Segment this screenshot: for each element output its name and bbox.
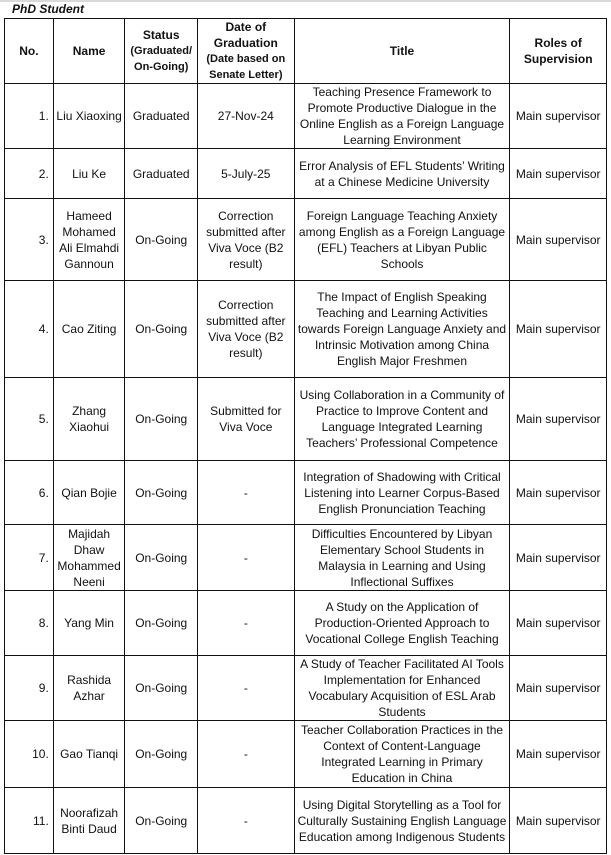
status-cell: On-Going: [125, 525, 198, 591]
header-status-label: Status: [142, 28, 180, 42]
table-row: [5, 281, 607, 378]
header-date-sub: (Date based on Senate Letter): [206, 53, 286, 81]
thesis-title: Error Analysis of EFL Students’ Writing at a Chinese Medicine University: [294, 149, 510, 199]
thesis-title: A Study on the Application of Production-Oriented Approach to Vocational College English Teaching: [294, 591, 510, 656]
row-number: 5.: [5, 378, 54, 461]
top-divider: [0, 0, 611, 2]
row-number: 11.: [5, 788, 54, 854]
row-number: 10.: [5, 721, 54, 788]
status-cell: On-Going: [125, 281, 198, 378]
supervision-role: Main supervisor: [510, 525, 607, 591]
student-name: Zhang Xiaohui: [53, 378, 125, 461]
header-no: No.: [5, 19, 54, 84]
header-roles: Roles of Supervision: [510, 19, 607, 84]
table-row: [5, 199, 607, 281]
graduation-date: Correction submitted after Viva Voce (B2 result): [198, 199, 295, 281]
header-title: Title: [294, 19, 510, 84]
graduation-date: 5-July-25: [198, 149, 295, 199]
status-cell: On-Going: [125, 591, 198, 656]
student-name: Gao Tianqi: [53, 721, 125, 788]
header-date-line2: Graduation: [213, 36, 278, 50]
thesis-title: Using Collaboration in a Community of Practice to Improve Content and Language Integrated Learning Teachers’ Professional Competence: [294, 378, 510, 461]
phd-student-table: [4, 18, 607, 854]
graduation-date: -: [198, 525, 295, 591]
graduation-date: -: [198, 591, 295, 656]
thesis-title: Teacher Collaboration Practices in the Context of Content-Language Integrated Learning in Primary Education in China: [294, 721, 510, 788]
status-cell: On-Going: [125, 656, 198, 721]
thesis-title: Using Digital Storytelling as a Tool for Culturally Sustaining English Language Education among Indigenous Students: [294, 788, 510, 854]
status-cell: On-Going: [125, 721, 198, 788]
supervision-role: Main supervisor: [510, 461, 607, 525]
student-name: Majidah Dhaw Mohammed Neeni: [53, 525, 125, 591]
thesis-title: Difficulties Encountered by Libyan Elementary School Students in Malaysia in Learning and Using Inflectional Suffixes: [294, 525, 510, 591]
supervision-role: Main supervisor: [510, 149, 607, 199]
header-status: [125, 19, 198, 84]
student-name: Liu Ke: [53, 149, 125, 199]
row-number: 4.: [5, 281, 54, 378]
supervision-role: Main supervisor: [510, 84, 607, 149]
graduation-date: Submitted for Viva Voce: [198, 378, 295, 461]
supervision-role: Main supervisor: [510, 656, 607, 721]
header-name: Name: [53, 19, 125, 84]
header-date: [198, 19, 295, 84]
table-row: [5, 378, 607, 461]
table-row: [5, 721, 607, 788]
status-cell: Graduated: [125, 149, 198, 199]
student-name: Hameed Mohamed Ali Elmahdi Gannoun: [53, 199, 125, 281]
status-cell: On-Going: [125, 461, 198, 525]
supervision-role: Main supervisor: [510, 199, 607, 281]
table-row: [5, 525, 607, 591]
student-name: Cao Ziting: [53, 281, 125, 378]
supervision-role: Main supervisor: [510, 788, 607, 854]
supervision-role: Main supervisor: [510, 721, 607, 788]
status-cell: Graduated: [125, 84, 198, 149]
table-row: [5, 84, 607, 149]
header-status-sub: (Graduated/ On-Going): [130, 45, 193, 73]
header-row: [5, 19, 607, 84]
row-number: 1.: [5, 84, 54, 149]
thesis-title: Integration of Shadowing with Critical Listening into Learner Corpus-Based English Pronunciation Teaching: [294, 461, 510, 525]
table-row: [5, 788, 607, 854]
supervision-role: Main supervisor: [510, 591, 607, 656]
student-name: Yang Min: [53, 591, 125, 656]
graduation-date: -: [198, 461, 295, 525]
row-number: 2.: [5, 149, 54, 199]
table-row: [5, 656, 607, 721]
graduation-date: -: [198, 656, 295, 721]
row-number: 9.: [5, 656, 54, 721]
graduation-date: Correction submitted after Viva Voce (B2 result): [198, 281, 295, 378]
student-name: Qian Bojie: [53, 461, 125, 525]
graduation-date: -: [198, 788, 295, 854]
student-name: Rashida Azhar: [53, 656, 125, 721]
row-number: 8.: [5, 591, 54, 656]
table-row: [5, 149, 607, 199]
student-name: Liu Xiaoxing: [53, 84, 125, 149]
student-name: Noorafizah Binti Daud: [53, 788, 125, 854]
table-row: [5, 591, 607, 656]
supervision-role: Main supervisor: [510, 281, 607, 378]
supervision-role: Main supervisor: [510, 378, 607, 461]
row-number: 3.: [5, 199, 54, 281]
thesis-title: Teaching Presence Framework to Promote Productive Dialogue in the Online English as a Foreign Language Learning Environment: [294, 84, 510, 149]
thesis-title: A Study of Teacher Facilitated AI Tools Implementation for Enhanced Vocabulary Acquisition of ESL Arab Students: [294, 656, 510, 721]
section-title: PhD Student: [12, 2, 84, 16]
graduation-date: -: [198, 721, 295, 788]
status-cell: On-Going: [125, 199, 198, 281]
row-number: 6.: [5, 461, 54, 525]
status-cell: On-Going: [125, 378, 198, 461]
status-cell: On-Going: [125, 788, 198, 854]
table-row: [5, 461, 607, 525]
header-date-line1: Date of: [225, 20, 267, 34]
thesis-title: The Impact of English Speaking Teaching and Learning Activities towards Foreign Language Anxiety and Intrinsic Motivation among China English Major Freshmen: [294, 281, 510, 378]
row-number: 7.: [5, 525, 54, 591]
thesis-title: Foreign Language Teaching Anxiety among English as a Foreign Language (EFL) Teachers at Libyan Public Schools: [294, 199, 510, 281]
graduation-date: 27-Nov-24: [198, 84, 295, 149]
